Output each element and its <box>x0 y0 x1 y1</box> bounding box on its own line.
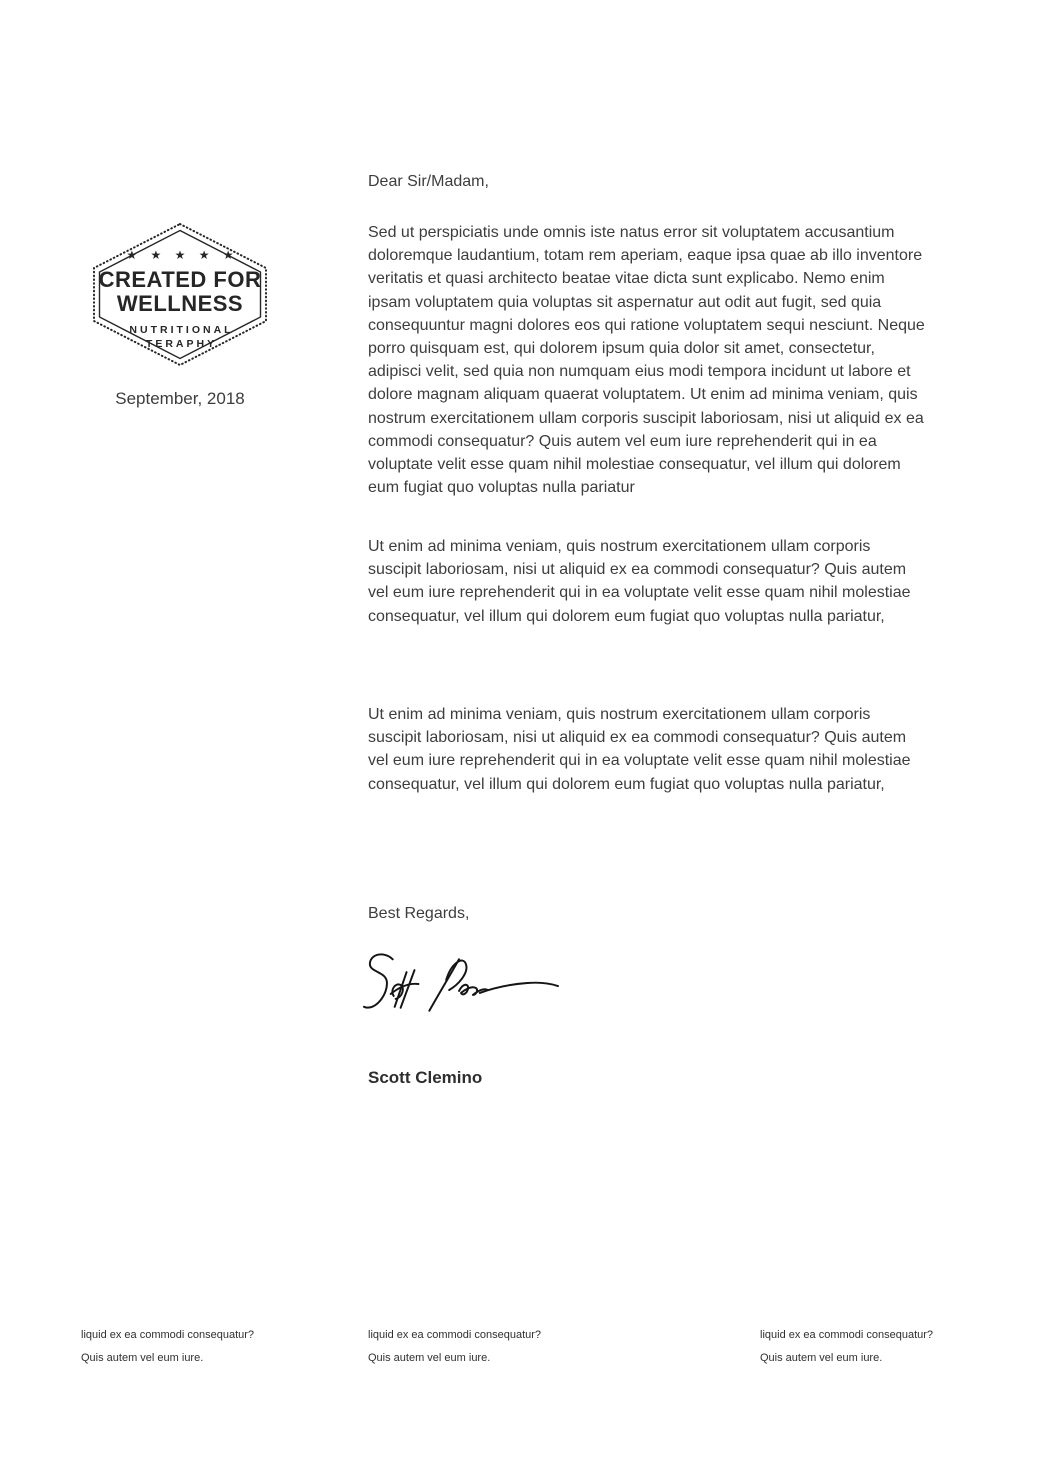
footer-column-2 <box>368 1324 541 1370</box>
footer-line: Quis autem vel eum iure. <box>81 1352 204 1365</box>
footer-line: liquid ex ea commodi consequatur? <box>81 1329 255 1341</box>
letter-date: September, 2018 <box>115 389 245 408</box>
signature-image <box>363 950 561 1024</box>
sender-name: Scott Clemino <box>368 1068 483 1087</box>
logo-subtitle-line1: NUTRITIONAL <box>129 324 234 336</box>
logo-title-line2: WELLNESS <box>116 291 244 316</box>
body-paragraph-3: Ut enim ad minima veniam, quis nostrum exercitationem ullam corporis suscipit laboriosam, nisi ut aliquid ex ea commodi consequatur? Quis autem vel eum iure reprehenderit qui in ea voluptate velit esse quam nihil molestiae consequatur, vel illum qui dolorem eum fugiat quo voluptas nulla pariatur, <box>368 706 911 793</box>
logo-title-line1: CREATED FOR <box>98 267 262 292</box>
salutation: Dear Sir/Madam, <box>368 173 489 190</box>
body-paragraph-2: Ut enim ad minima veniam, quis nostrum exercitationem ullam corporis suscipit laboriosam, nisi ut aliquid ex ea commodi consequatur? Quis autem vel eum iure reprehenderit qui in ea voluptate velit esse quam nihil molestiae consequatur, vel illum qui dolorem eum fugiat quo voluptas nulla pariatur, <box>368 538 911 625</box>
closing-phrase: Best Regards, <box>368 905 470 922</box>
company-logo <box>92 222 268 367</box>
footer-line: liquid ex ea commodi consequatur? <box>760 1329 934 1341</box>
logo-text-block <box>92 222 268 367</box>
footer-line: Quis autem vel eum iure. <box>368 1352 491 1365</box>
logo-subtitle-line2: TERAPHY <box>145 338 218 350</box>
footer-line: Quis autem vel eum iure. <box>760 1352 883 1365</box>
logo-stars: ★ ★ ★ ★ ★ <box>126 248 239 262</box>
body-paragraph-1: Sed ut perspiciatis unde omnis iste natus error sit voluptatem accusantium doloremque laudantium, totam rem aperiam, eaque ipsa quae ab illo inventore veritatis et quasi architecto beatae vitae dicta sunt explicabo. Nemo enim ipsam voluptatem quia voluptas sit aspernatur aut odit aut fugit, sed quia consequuntur magni dolores eos qui ratione voluptatem sequi nesciunt. Neque porro quisquam est, qui dolorem ipsum quia dolor sit amet, consectetur, adipisci velit, sed quia non numquam eius modi tempora incidunt ut labore et dolore magnam aliquam quaerat voluptatem. Ut enim ad minima veniam, quis nostrum exercitationem ullam corporis suscipit laboriosam, nisi ut aliquid ex ea commodi consequatur? Quis autem vel eum iure reprehenderit qui in ea voluptate velit esse quam nihil molestiae consequatur, vel illum qui dolorem eum fugiat quo voluptas nulla pariatur <box>368 224 925 497</box>
footer-line: liquid ex ea commodi consequatur? <box>368 1329 542 1341</box>
footer-column-1 <box>81 1324 254 1370</box>
footer-column-3 <box>760 1324 933 1370</box>
